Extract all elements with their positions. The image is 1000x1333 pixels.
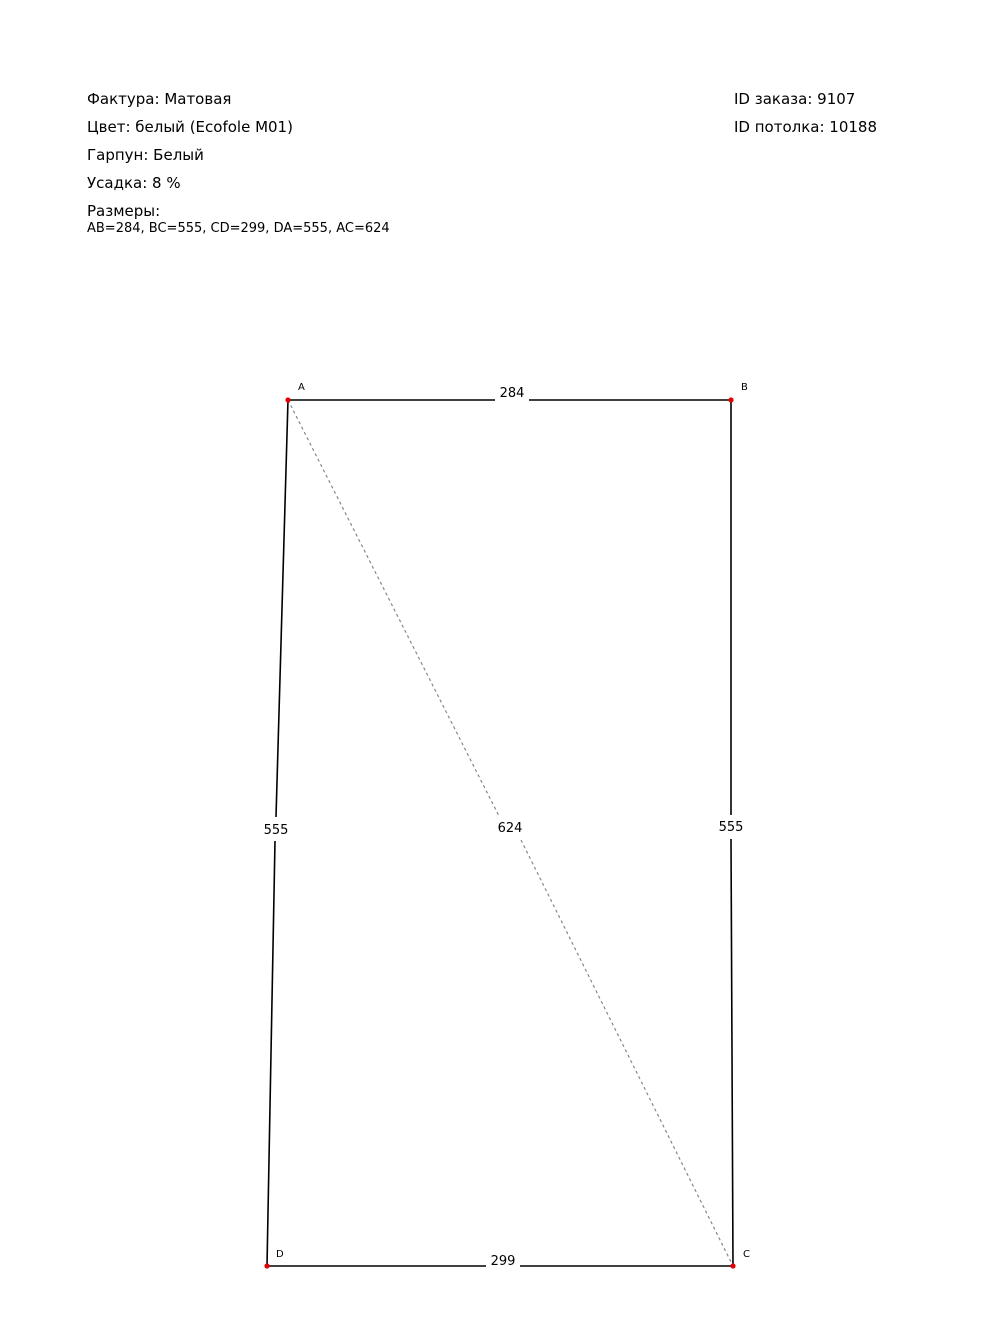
diagonal-ac-line: [288, 400, 499, 816]
edge-bc-label: 555: [718, 820, 744, 835]
edge-da-line-upper: [276, 400, 288, 817]
edge-ab-label: 284: [499, 386, 525, 401]
vertex-d-label: D: [276, 1249, 284, 1260]
edge-cd-label: 299: [490, 1254, 516, 1269]
harpoon-label: Гарпун: Белый: [87, 146, 204, 164]
vertex-a-dot: [285, 397, 290, 402]
vertex-d-dot: [264, 1263, 269, 1268]
vertex-c-dot: [730, 1263, 735, 1268]
vertex-c-label: C: [743, 1249, 750, 1260]
ceiling-id-label: ID потолка: 10188: [734, 118, 878, 136]
diagonal-ac-line-lower: [521, 840, 733, 1266]
vertex-b-dot: [728, 397, 733, 402]
order-id-label: ID заказа: 9107: [734, 90, 856, 108]
vertex-a-label: A: [298, 382, 305, 393]
edge-da-line: [267, 841, 275, 1266]
texture-label: Фактура: Матовая: [87, 90, 232, 108]
edge-bc-line-lower: [731, 839, 733, 1266]
shrinkage-label: Усадка: 8 %: [87, 174, 181, 192]
vertex-b-label: B: [741, 382, 748, 393]
diagonal-ac-label: 624: [497, 821, 523, 836]
edge-da-label: 555: [263, 823, 289, 838]
dimensions-values: AB=284, BC=555, CD=299, DA=555, AC=624: [87, 221, 390, 236]
color-label: Цвет: белый (Ecofole M01): [87, 118, 293, 136]
dimensions-heading: Размеры:: [87, 202, 161, 220]
